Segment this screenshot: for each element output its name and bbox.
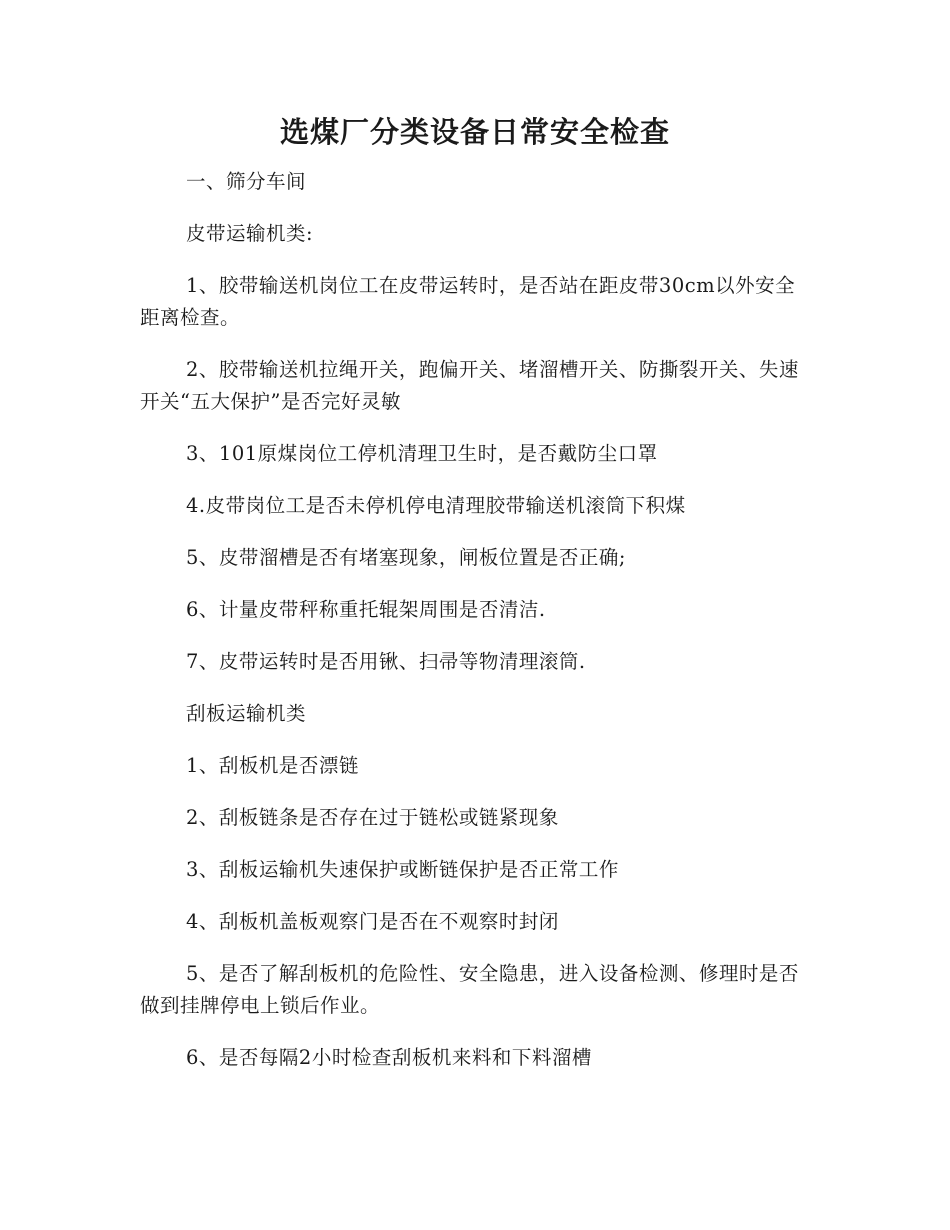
checklist-item: 3、101原煤岗位工停机清理卫生时，是否戴防尘口罩 [186,442,658,465]
subsection-heading: 皮带运输机类: [186,222,314,245]
document-title: 选煤厂分类设备日常安全检查 [279,115,670,149]
checklist-item: 3、刮板运输机失速保护或断链保护是否正常工作 [186,858,619,881]
checklist-item: 5、是否了解刮板机的危险性、安全隐患，进入设备检测、修理时是否做到挂牌停电上锁后作业。 [140,962,799,1017]
checklist-item: 4、刮板机盖板观察门是否在不观察时封闭 [186,910,559,933]
checklist-item: 5、皮带溜槽是否有堵塞现象，闸板位置是否正确; [186,546,626,569]
checklist-item: 7、皮带运转时是否用锹、扫帚等物清理滚筒. [186,650,586,673]
checklist-item: 4.皮带岗位工是否未停机停电清理胶带输送机滚筒下积煤 [186,494,686,517]
section-heading: 一、筛分车间 [186,170,307,193]
checklist-item: 6、计量皮带秤称重托辊架周围是否清洁. [186,598,546,621]
checklist-item: 6、是否每隔2小时检查刮板机来料和下料溜槽 [186,1046,592,1069]
checklist-item: 2、胶带输送机拉绳开关，跑偏开关、堵溜槽开关、防撕裂开关、失速开关“五大保护”是否完好灵敏 [140,358,799,413]
checklist-item: 1、胶带输送机岗位工在皮带运转时，是否站在距皮带30cm以外安全距离检查。 [140,274,796,329]
checklist-item: 2、刮板链条是否存在过于链松或链紧现象 [186,806,559,829]
checklist-item: 1、刮板机是否漂链 [186,754,359,777]
document-body [140,166,808,1074]
subsection-heading: 刮板运输机类 [186,702,307,725]
